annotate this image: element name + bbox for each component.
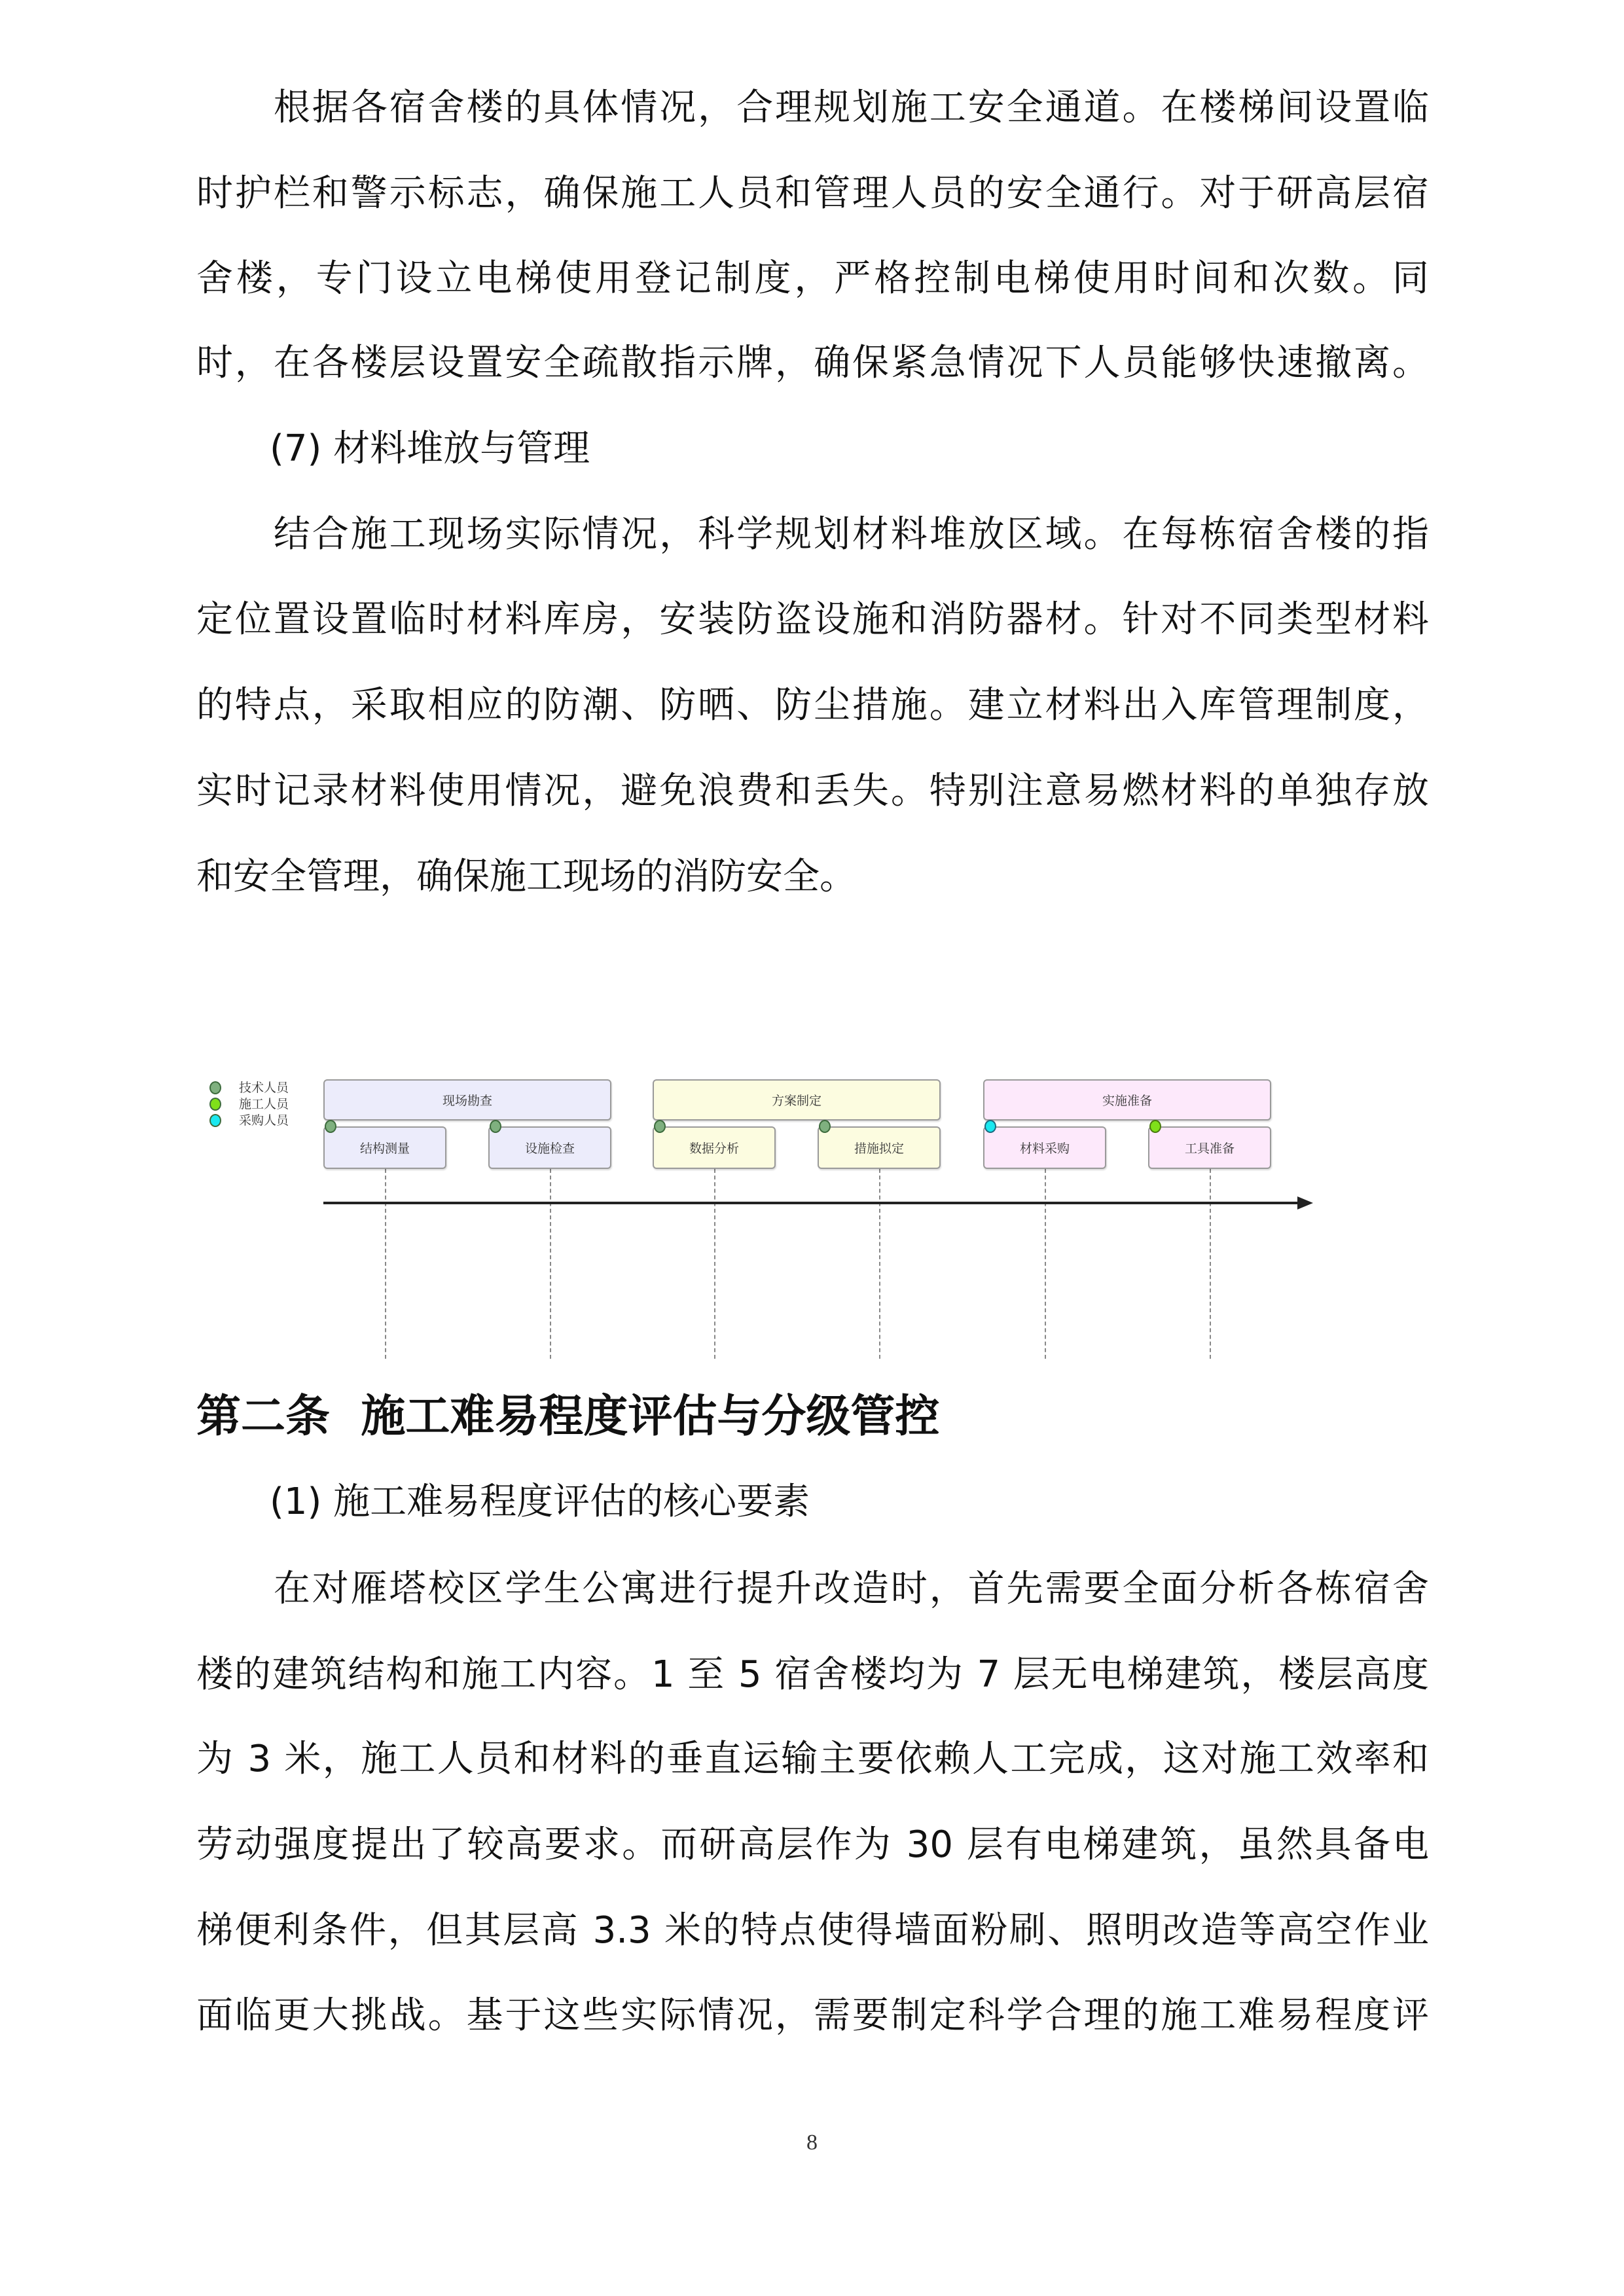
role-dot-icon	[1149, 1120, 1161, 1133]
role-dot-icon	[654, 1120, 666, 1133]
text-line: 时，在各楼层设置安全疏散指示牌，确保紧急情况下人员能够快速撤离。	[196, 342, 1429, 384]
timeline-marker-line	[1210, 1169, 1211, 1359]
text-line: 结合施工现场实际情况，科学规划材料堆放区域。在每栋宿舍楼的指	[196, 513, 1429, 556]
text-line: 和安全管理，确保施工现场的消防安全。	[196, 855, 856, 898]
task-box: 设施检查	[488, 1126, 611, 1169]
phase-box: 现场勘查	[323, 1079, 611, 1121]
role-dot-icon	[325, 1120, 336, 1133]
task-box: 结构测量	[323, 1126, 446, 1169]
task-box: 工具准备	[1148, 1126, 1271, 1169]
task-box: 材料采购	[983, 1126, 1106, 1169]
role-dot-icon	[819, 1120, 831, 1133]
legend-label: 施工人员	[239, 1097, 289, 1111]
timeline-marker-line	[879, 1169, 880, 1359]
role-dot-icon	[490, 1120, 501, 1133]
page-number: 8	[806, 2130, 818, 2155]
text-line: 实时记录材料使用情况，避免浪费和丢失。特别注意易燃材料的单独存放	[196, 770, 1429, 812]
text-line: 根据各宿舍楼的具体情况，合理规划施工安全通道。在楼梯间设置临	[196, 86, 1429, 129]
task-box: 数据分析	[653, 1126, 776, 1169]
text-line: 舍楼，专门设立电梯使用登记制度，严格控制电梯使用时间和次数。同	[196, 257, 1429, 300]
text-line: 定位置设置临时材料库房，安装防盗设施和消防器材。针对不同类型材料	[196, 598, 1429, 641]
timeline-axis	[323, 1202, 1299, 1204]
timeline-marker-line	[385, 1169, 386, 1359]
subheading-material-storage: (7) 材料堆放与管理	[196, 427, 590, 470]
legend-label: 技术人员	[239, 1081, 289, 1095]
text-line: 的特点，采取相应的防潮、防晒、防尘措施。建立材料出入库管理制度，	[196, 684, 1429, 726]
section-heading: 第二条 施工难易程度评估与分级管控	[196, 1391, 940, 1443]
text-line: 梯便利条件，但其层高 3.3 米的特点使得墙面粉刷、照明改造等高空作业	[196, 1909, 1429, 1952]
subheading-core-factors: (1) 施工难易程度评估的核心要素	[196, 1480, 810, 1523]
legend-label: 采购人员	[239, 1113, 289, 1128]
legend-dot-icon	[209, 1081, 221, 1094]
task-box: 措施拟定	[818, 1126, 941, 1169]
text-line: 面临更大挑战。基于这些实际情况，需要制定科学合理的施工难易程度评	[196, 1994, 1429, 2037]
text-line: 在对雁塔校区学生公寓进行提升改造时，首先需要全面分析各栋宿舍	[196, 1568, 1429, 1610]
role-dot-icon	[984, 1120, 996, 1133]
phase-box: 实施准备	[983, 1079, 1271, 1121]
text-line: 楼的建筑结构和施工内容。1 至 5 宿舍楼均为 7 层无电梯建筑，楼层高度	[196, 1653, 1429, 1696]
timeline-marker-line	[550, 1169, 551, 1359]
legend-dot-icon	[209, 1098, 221, 1111]
timeline-marker-line	[1045, 1169, 1046, 1359]
arrow-head-icon	[1297, 1196, 1313, 1210]
text-line: 劳动强度提出了较高要求。而研高层作为 30 层有电梯建筑，虽然具备电	[196, 1823, 1429, 1866]
phase-box: 方案制定	[653, 1079, 941, 1121]
text-line: 为 3 米，施工人员和材料的垂直运输主要依赖人工完成，这对施工效率和	[196, 1738, 1429, 1780]
text-line: 时护栏和警示标志，确保施工人员和管理人员的安全通行。对于研高层宿	[196, 172, 1429, 215]
legend-dot-icon	[209, 1114, 221, 1127]
timeline-marker-line	[714, 1169, 715, 1359]
